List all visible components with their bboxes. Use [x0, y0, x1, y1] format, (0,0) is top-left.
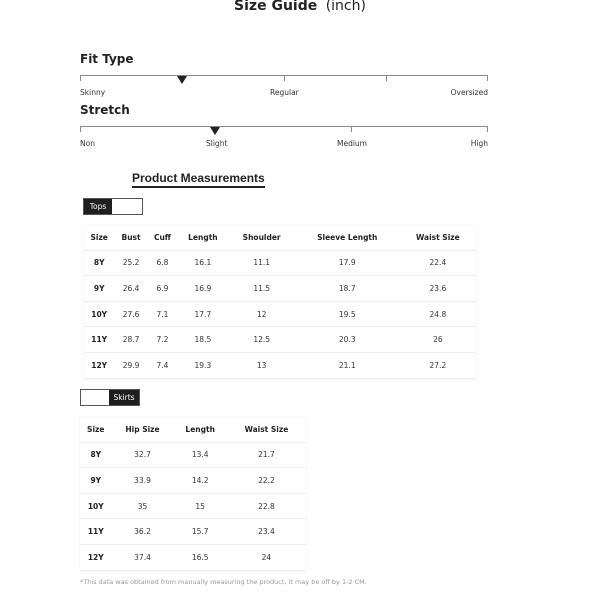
measurement-cell: 22.8	[258, 501, 275, 511]
measurement-cell: 20.3	[338, 335, 356, 345]
column-header: Bust	[121, 232, 141, 242]
measurement-cell: 27.6	[122, 309, 140, 319]
measurement-cell: 11.1	[253, 258, 271, 268]
measurement-cell: 33.9	[134, 475, 151, 485]
table-row	[84, 276, 476, 302]
size-cell: 9Y	[90, 475, 102, 485]
fit-type-label-skinny: Skinny	[80, 88, 106, 97]
footnote: *This data was obtained from manually measuring the product, it may be off by 1-2 CM.	[80, 578, 367, 586]
page-title-text: Size Guide	[234, 0, 318, 14]
column-header: Waist Size	[244, 424, 289, 434]
size-cell: 12Y	[87, 552, 104, 562]
measurement-cell: 6.8	[156, 258, 169, 268]
size-cell: 12Y	[91, 360, 108, 370]
stretch-tick	[80, 127, 81, 132]
page-title-unit: (inch)	[325, 0, 366, 14]
measurement-cell: 21.7	[258, 450, 275, 460]
measurement-cell: 37.4	[134, 552, 151, 562]
measurement-cell: 29.9	[122, 360, 140, 370]
measurement-cell: 12	[256, 309, 267, 319]
fit-type-tick	[80, 76, 81, 81]
measurement-cell: 18.7	[338, 283, 356, 293]
fit-type-heading: Fit Type	[80, 52, 134, 66]
table-row	[80, 442, 306, 468]
measurement-cell: 28.7	[122, 335, 140, 345]
measurement-cell: 26.4	[122, 283, 140, 293]
measurement-cell: 19.5	[338, 309, 356, 319]
column-header: Cuff	[153, 232, 171, 242]
measurement-cell: 7.1	[156, 309, 169, 319]
size-cell: 11Y	[91, 335, 108, 345]
skirts-toggle[interactable]	[80, 389, 140, 406]
column-header: Length	[188, 232, 218, 242]
tops-toggle-label[interactable]: Tops	[84, 199, 112, 214]
tops-toggle-off[interactable]	[112, 199, 142, 214]
tops-toggle[interactable]	[83, 198, 143, 215]
fit-type-marker	[177, 76, 187, 84]
column-header: Sleeve Length	[317, 232, 378, 242]
measurement-cell: 12.5	[253, 335, 271, 345]
table-row	[80, 493, 306, 519]
measurement-cell: 23.6	[429, 283, 447, 293]
measurement-cell: 22.2	[258, 475, 275, 485]
stretch-label-high: High	[470, 139, 488, 148]
fit-type-tick	[284, 76, 285, 81]
measurement-cell: 18.5	[194, 335, 212, 345]
measurement-cell: 19.3	[194, 360, 212, 370]
stretch-label-medium: Medium	[337, 139, 367, 148]
measurement-cell: 26	[433, 335, 443, 345]
column-header: Shoulder	[242, 232, 281, 242]
measurement-cell: 16.9	[194, 283, 212, 293]
measurement-cell: 15	[195, 501, 205, 511]
fit-type-label-oversized: Oversized	[450, 88, 488, 97]
stretch-tick	[487, 127, 488, 132]
size-cell: 8Y	[90, 450, 102, 460]
column-header: Hip Size	[125, 424, 160, 434]
measurement-cell: 24.8	[429, 309, 447, 319]
measurement-cell: 11.5	[253, 283, 271, 293]
stretch-scale	[80, 126, 488, 127]
size-cell: 10Y	[87, 501, 104, 511]
measurement-cell: 14.2	[191, 475, 209, 485]
measurement-cell: 36.2	[134, 527, 151, 537]
measurement-cell: 15.7	[191, 527, 209, 537]
column-header: Length	[185, 424, 215, 434]
table-row	[80, 544, 306, 570]
measurement-cell: 17.7	[194, 309, 212, 319]
fit-type-tick	[487, 76, 488, 81]
measurement-cell: 24	[261, 552, 272, 562]
size-cell: 10Y	[91, 309, 108, 319]
measurement-cell: 13	[256, 360, 267, 370]
skirts-toggle-label[interactable]: Skirts	[109, 390, 139, 405]
measurement-cell: 35	[137, 501, 148, 511]
skirts-table-header	[80, 417, 306, 442]
fit-type-scale	[80, 75, 488, 76]
table-row	[84, 301, 476, 327]
fit-type-label-regular: Regular	[270, 88, 299, 97]
column-header: Size	[90, 232, 108, 242]
measurement-cell: 6.9	[156, 283, 169, 293]
size-cell: 9Y	[93, 283, 105, 293]
measurement-cell: 25.2	[122, 258, 140, 268]
size-cell: 8Y	[93, 258, 105, 268]
table-row	[80, 519, 306, 545]
measurement-cell: 23.4	[258, 527, 275, 537]
column-header: Size	[87, 424, 105, 434]
measurement-cell: 17.9	[338, 258, 356, 268]
table-row	[84, 327, 476, 353]
measurement-cell: 21.1	[338, 360, 356, 370]
page-title	[0, 0, 600, 14]
stretch-heading: Stretch	[80, 103, 130, 117]
measurement-cell: 22.4	[429, 258, 447, 268]
table-row	[84, 250, 476, 276]
product-measurements-title: Product Measurements	[132, 171, 265, 188]
stretch-marker	[210, 127, 220, 135]
measurement-cell: 13.4	[191, 450, 209, 460]
table-row	[80, 468, 306, 494]
measurement-cell: 16.5	[191, 552, 209, 562]
tops-table-header	[84, 225, 476, 250]
tops-table	[84, 225, 476, 379]
stretch-tick	[351, 127, 352, 132]
skirts-toggle-off[interactable]	[81, 390, 109, 405]
measurement-cell: 7.4	[156, 360, 169, 370]
skirts-table	[80, 417, 306, 571]
column-header: Waist Size	[416, 232, 460, 242]
size-cell: 11Y	[87, 527, 104, 537]
measurement-cell: 7.2	[156, 335, 169, 345]
table-row	[84, 352, 476, 378]
measurement-cell: 16.1	[194, 258, 212, 268]
stretch-label-slight: Slight	[206, 139, 228, 148]
fit-type-tick	[386, 76, 387, 81]
measurement-cell: 27.2	[429, 360, 447, 370]
measurement-cell: 32.7	[134, 450, 151, 460]
stretch-label-non: Non	[80, 139, 95, 148]
